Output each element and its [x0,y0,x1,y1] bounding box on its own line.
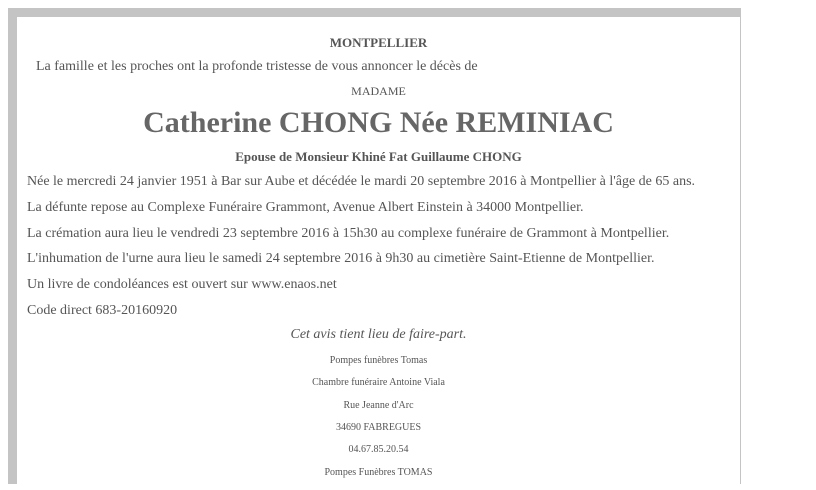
footer-postcode: 34690 FABREGUES [335,422,422,433]
cremation-line: La crémation aura lieu le vendredi 23 septembre 2016 à 15h30 au complexe funéraire de Grammont à Montpellier. [27,226,670,241]
resting-place-line: La défunte repose au Complexe Funéraire Grammont, Avenue Albert Einstein à 34000 Montpellier. [27,200,584,215]
city-heading: MONTPELLIER [329,35,428,50]
notice-panel [17,17,740,489]
footer-street: Rue Jeanne d'Arc [343,400,414,411]
code-line: Code direct 683-20160920 [27,303,178,318]
inhumation-line: L'inhumation de l'urne aura lieu le samedi 24 septembre 2016 à 9h30 au cimetière Saint-Etienne de Montpellier. [27,251,655,266]
deceased-name: Catherine CHONG Née REMINIAC [143,106,614,139]
spouse-line: Epouse de Monsieur Khiné Fat Guillaume CHONG [235,149,522,164]
condolences-line: Un livre de condoléances est ouvert sur www.enaos.net [27,277,337,292]
faire-part-note: Cet avis tient lieu de faire-part. [290,327,467,342]
footer-company: Pompes Funèbres TOMAS [324,467,433,478]
birth-death-line: Née le mercredi 24 janvier 1951 à Bar sur Aube et décédée le mardi 20 septembre 2016 à Montpellier à l'âge de 65 ans. [27,174,696,189]
footer-chamber: Chambre funéraire Antoine Viala [312,377,445,388]
footer-funeral-home: Pompes funèbres Tomas [329,355,428,366]
footer-phone: 04.67.85.20.54 [348,444,409,455]
intro-text: La famille et les proches ont la profonde tristesse de vous annoncer le décès de [36,59,478,74]
honorific: MADAME [351,84,406,98]
notice-frame [8,8,741,484]
